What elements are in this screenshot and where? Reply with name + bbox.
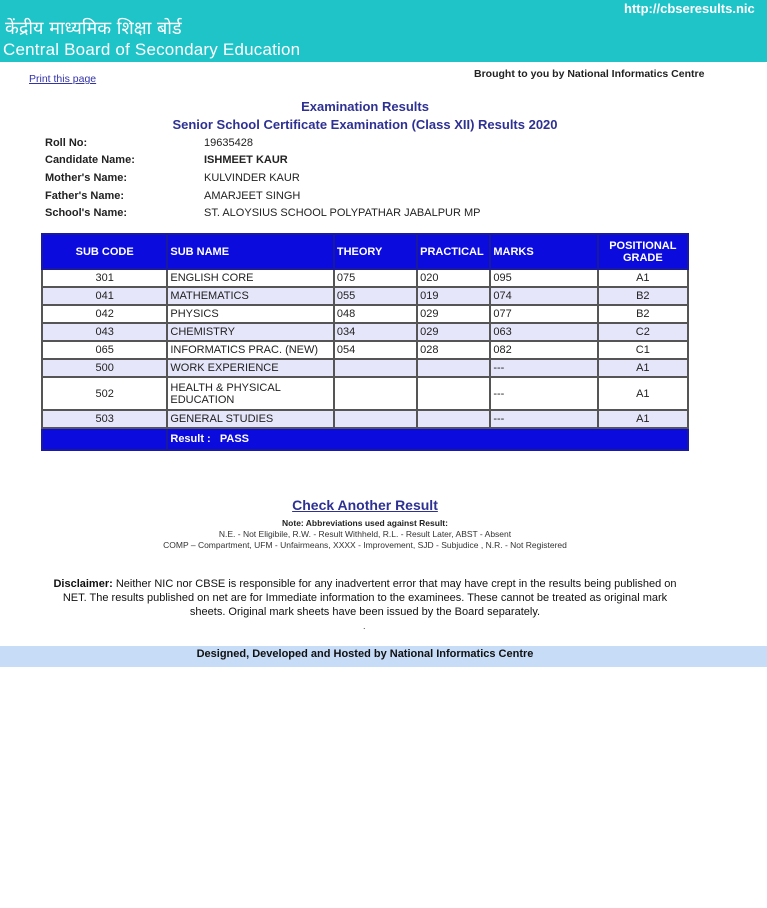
marks-cell: 074 xyxy=(490,287,597,305)
grade-cell: A1 xyxy=(598,410,688,428)
english-title: Central Board of Secondary Education xyxy=(3,40,301,59)
info-value: AMARJEET SINGH xyxy=(204,190,301,202)
theory-cell: 075 xyxy=(334,269,417,287)
sub-name-cell: WORK EXPERIENCE xyxy=(167,359,334,377)
sub-code-cell: 041 xyxy=(42,287,167,305)
col-theory: THEORY xyxy=(334,234,417,269)
marks-cell: 082 xyxy=(490,341,597,359)
sub-name-cell: INFORMATICS PRAC. (NEW) xyxy=(167,341,334,359)
table-row xyxy=(42,341,688,359)
marks-cell: 095 xyxy=(490,269,597,287)
hindi-title: केंद्रीय माध्यमिक शिक्षा बोर्ड xyxy=(5,18,182,39)
abbreviation-line-2: COMP – Compartment, UFM - Unfairmeans, XXXX - Improvement, SJD - Subjudice , N.R. - Not Registered xyxy=(163,540,567,550)
page-footer xyxy=(0,646,767,667)
abbreviation-note-title: Note: Abbreviations used against Result: xyxy=(282,518,448,528)
table-row xyxy=(42,323,688,341)
theory-cell: 034 xyxy=(334,323,417,341)
table-row xyxy=(42,410,688,428)
sub-code-cell: 042 xyxy=(42,305,167,323)
theory-cell: 048 xyxy=(334,305,417,323)
practical-cell xyxy=(417,377,490,410)
col-marks: MARKS xyxy=(490,234,597,269)
info-value: 19635428 xyxy=(204,137,253,149)
practical-cell: 020 xyxy=(417,269,490,287)
exam-title: Senior School Certificate Examination (Class XII) Results 2020 xyxy=(172,117,558,132)
info-label: Mother's Name: xyxy=(45,172,128,184)
sub-name-cell: PHYSICS xyxy=(167,305,334,323)
theory-cell xyxy=(334,377,417,410)
theory-cell: 054 xyxy=(334,341,417,359)
marks-cell: 063 xyxy=(490,323,597,341)
practical-cell: 029 xyxy=(417,305,490,323)
table-row xyxy=(42,305,688,323)
separator-dot: . xyxy=(363,621,366,631)
table-row xyxy=(42,287,688,305)
grade-cell: A1 xyxy=(598,359,688,377)
theory-cell: 055 xyxy=(334,287,417,305)
theory-cell xyxy=(334,410,417,428)
sub-name-cell: MATHEMATICS xyxy=(167,287,334,305)
col-sub-code: SUB CODE xyxy=(42,234,167,269)
info-label: Father's Name: xyxy=(45,190,125,202)
col-positional-grade: POSITIONAL GRADE xyxy=(598,234,688,269)
marks-cell: --- xyxy=(490,410,597,428)
result-status: Result : PASS xyxy=(167,428,688,450)
sub-name-cell: GENERAL STUDIES xyxy=(167,410,334,428)
sub-code-cell: 502 xyxy=(42,377,167,410)
table-row xyxy=(42,359,688,377)
practical-cell: 028 xyxy=(417,341,490,359)
info-value: ISHMEET KAUR xyxy=(204,154,288,166)
site-url: http://cbseresults.nic xyxy=(624,1,755,16)
sub-name-cell: ENGLISH CORE xyxy=(167,269,334,287)
disclaimer-text: Neither NIC nor CBSE is responsible for any inadvertent error that may have crept in the results being published on NET. The results published on net are for Immediate information to the examinees. These cannot be treated as original mark sheets. Original mark sheets have been issued by the Board separately. xyxy=(62,578,677,618)
table-row xyxy=(42,269,688,287)
info-value: KULVINDER KAUR xyxy=(204,172,300,184)
sub-name-cell: HEALTH & PHYSICAL EDUCATION xyxy=(167,377,334,410)
practical-cell xyxy=(417,410,490,428)
grade-cell: A1 xyxy=(598,377,688,410)
info-label: School's Name: xyxy=(45,207,128,219)
site-header xyxy=(0,0,767,62)
disclaimer xyxy=(45,577,685,619)
sub-code-cell: 500 xyxy=(42,359,167,377)
info-label: Candidate Name: xyxy=(45,154,135,166)
sub-code-cell: 065 xyxy=(42,341,167,359)
sub-code-cell: 301 xyxy=(42,269,167,287)
practical-cell: 029 xyxy=(417,323,490,341)
abbreviation-line-1: N.E. - Not Eligibile, R.W. - Result Withheld, R.L. - Result Later, ABST - Absent xyxy=(218,529,512,539)
sub-code-cell: 503 xyxy=(42,410,167,428)
disclaimer-label: Disclaimer: xyxy=(53,578,113,590)
result-spacer xyxy=(42,428,167,450)
marks-cell: --- xyxy=(490,359,597,377)
results-table xyxy=(41,233,689,451)
grade-cell: B2 xyxy=(598,287,688,305)
brought-by-text: Brought to you by National Informatics Centre xyxy=(474,68,705,80)
sub-code-cell: 043 xyxy=(42,323,167,341)
grade-cell: B2 xyxy=(598,305,688,323)
theory-cell xyxy=(334,359,417,377)
marks-cell: --- xyxy=(490,377,597,410)
result-row xyxy=(42,428,688,450)
table-header-row xyxy=(42,234,688,269)
col-sub-name: SUB NAME xyxy=(167,234,334,269)
grade-cell: A1 xyxy=(598,269,688,287)
page-title: Examination Results xyxy=(301,99,429,114)
practical-cell xyxy=(417,359,490,377)
info-label: Roll No: xyxy=(45,137,88,149)
col-practical: PRACTICAL xyxy=(417,234,490,269)
table-row xyxy=(42,377,688,410)
print-page-link[interactable]: Print this page xyxy=(29,73,97,85)
grade-cell: C2 xyxy=(598,323,688,341)
practical-cell: 019 xyxy=(417,287,490,305)
check-another-result-link[interactable]: Check Another Result xyxy=(292,497,438,513)
marks-cell: 077 xyxy=(490,305,597,323)
info-value: ST. ALOYSIUS SCHOOL POLYPATHAR JABALPUR MP xyxy=(204,207,481,219)
footer-text: Designed, Developed and Hosted by National Informatics Centre xyxy=(196,648,534,660)
grade-cell: C1 xyxy=(598,341,688,359)
sub-name-cell: CHEMISTRY xyxy=(167,323,334,341)
